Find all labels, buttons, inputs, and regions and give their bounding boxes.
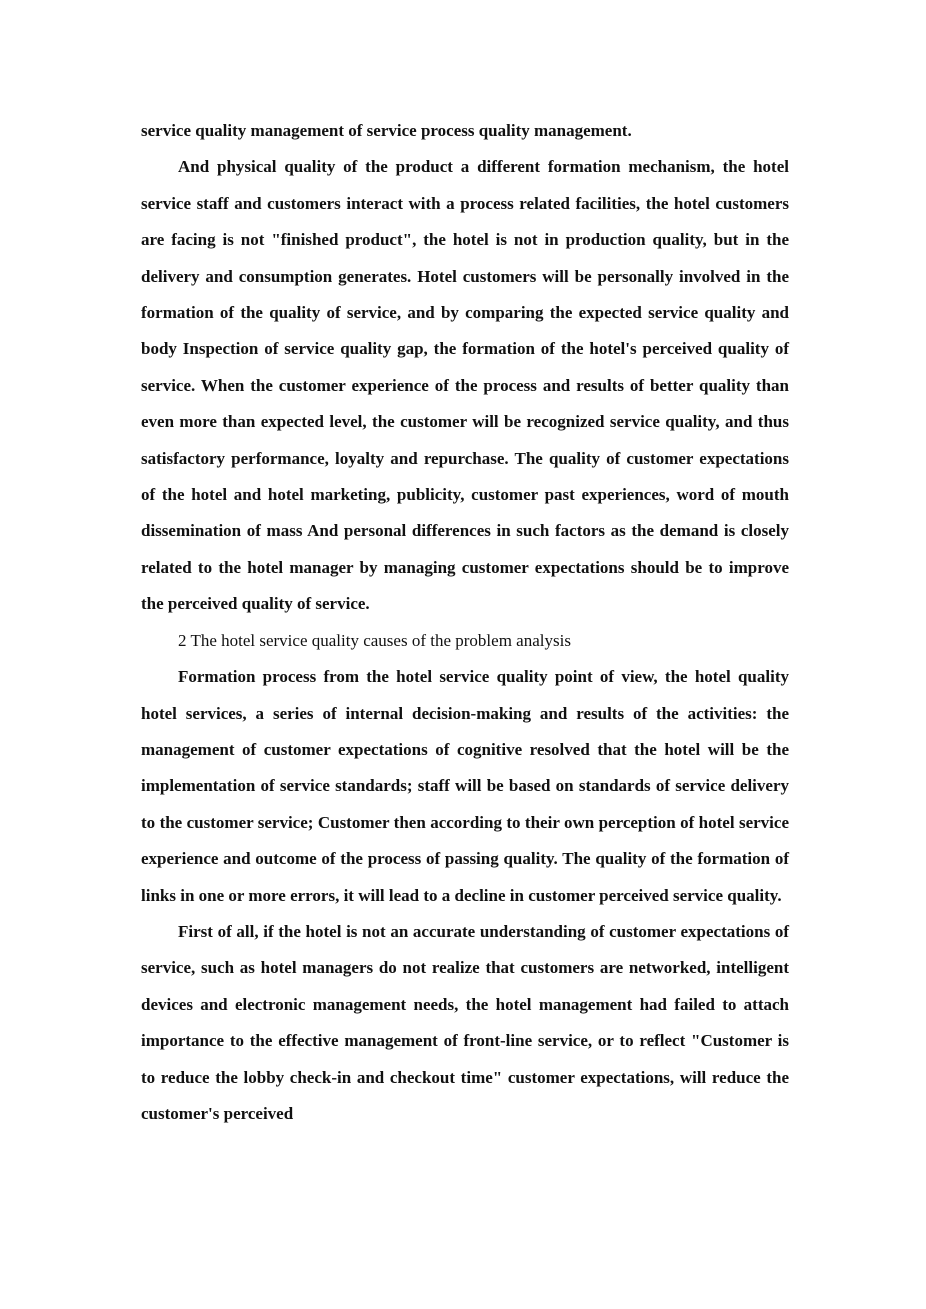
section-heading: 2 The hotel service quality causes of the problem analysis — [178, 630, 571, 650]
paragraph-formation-process: Formation process from the hotel service quality point of view, the hotel quality hotel services, a series of internal decision-making and results of the activities: the management of customer expectations of cognitive resolved that the hotel will be the implementation of service standards; staff will be based on standards of service delivery to the customer service; Customer then according to their own perception of hotel service experience and outcome of the process of passing quality. The quality of the formation of links in one or more errors, it will lead to a decline in customer perceived service quality. — [141, 667, 789, 905]
paragraph-formation-mechanism: And physical quality of the product a different formation mechanism, the hotel service staff and customers interact with a process related facilities, the hotel customers are facing is not "finished product", the hotel is not in production quality, but in the delivery and consumption generates. Hotel customers will be personally involved in the formation of the quality of service, and by comparing the expected service quality and body Inspection of service quality gap, the formation of the hotel's perceived quality of service. When the customer experience of the process and results of better quality than even more than expected level, the customer will be recognized service quality, and thus satisfactory performance, loyalty and repurchase. The quality of customer expectations of the hotel and hotel marketing, publicity, customer past experiences, word of mouth dissemination of mass And personal differences in such factors as the demand is closely related to the hotel manager by managing customer expectations should be to improve the perceived quality of service. — [141, 157, 789, 614]
paragraph-first-of-all: First of all, if the hotel is not an accurate understanding of customer expectations of service, such as hotel managers do not realize that customers are networked, intelligent devices and electronic management needs, the hotel management had failed to attach importance to the effective management of front-line service, or to reflect "Customer is to reduce the lobby check-in and checkout time" customer expectations, will reduce the customer's perceived — [141, 921, 789, 1123]
paragraph-continuation: service quality management of service process quality management. — [141, 121, 632, 140]
document-page — [141, 113, 789, 1132]
